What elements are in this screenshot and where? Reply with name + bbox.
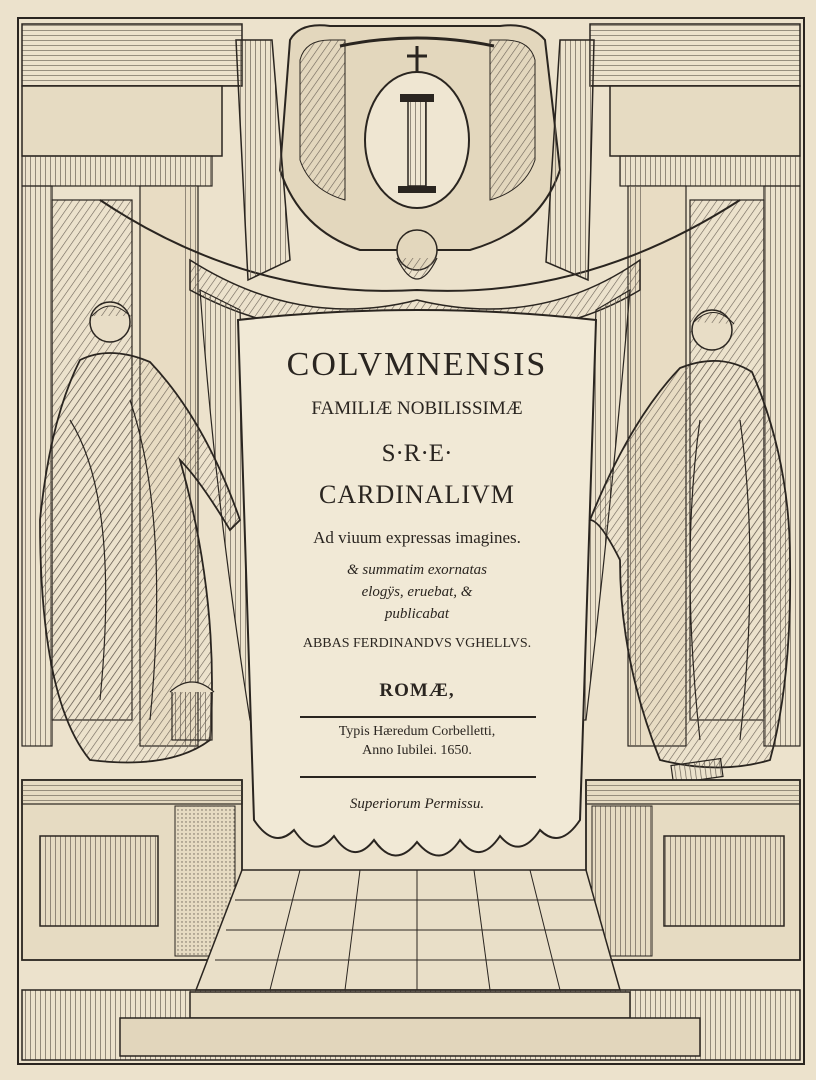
author-line: ABBAS FERDINANDVS VGHELLVS.: [302, 636, 532, 651]
imprint-place: ROMÆ,: [379, 680, 455, 701]
subtitle-line4: publicabat: [384, 606, 450, 622]
permission-note: Superiorum Permissu.: [349, 796, 485, 812]
imprint-rule-bottom: [300, 776, 536, 778]
steps: [22, 990, 800, 1060]
subtitle-line1: Ad viuum expressas imagines.: [313, 528, 521, 547]
imprint-printer: Typis Hæredum Corbelletti,: [338, 724, 496, 739]
imprint-rule-top: [300, 716, 536, 718]
title-cardinalium: CARDINALIVM: [319, 480, 515, 509]
subtitle-line3: elogÿs, eruebat, &: [361, 584, 473, 600]
title-sre: S·R·E·: [381, 440, 453, 467]
cloth-panel: [238, 310, 596, 856]
imprint-year: Anno Iubilei. 1650.: [362, 743, 472, 758]
tiled-floor: [196, 870, 620, 990]
coat-of-arms: [280, 25, 560, 279]
subtitle-line2: & summatim exornatas: [347, 562, 487, 578]
title-family: FAMILIÆ NOBILISSIMÆ: [311, 398, 523, 419]
title-main: COLVMNENSIS: [286, 346, 548, 383]
